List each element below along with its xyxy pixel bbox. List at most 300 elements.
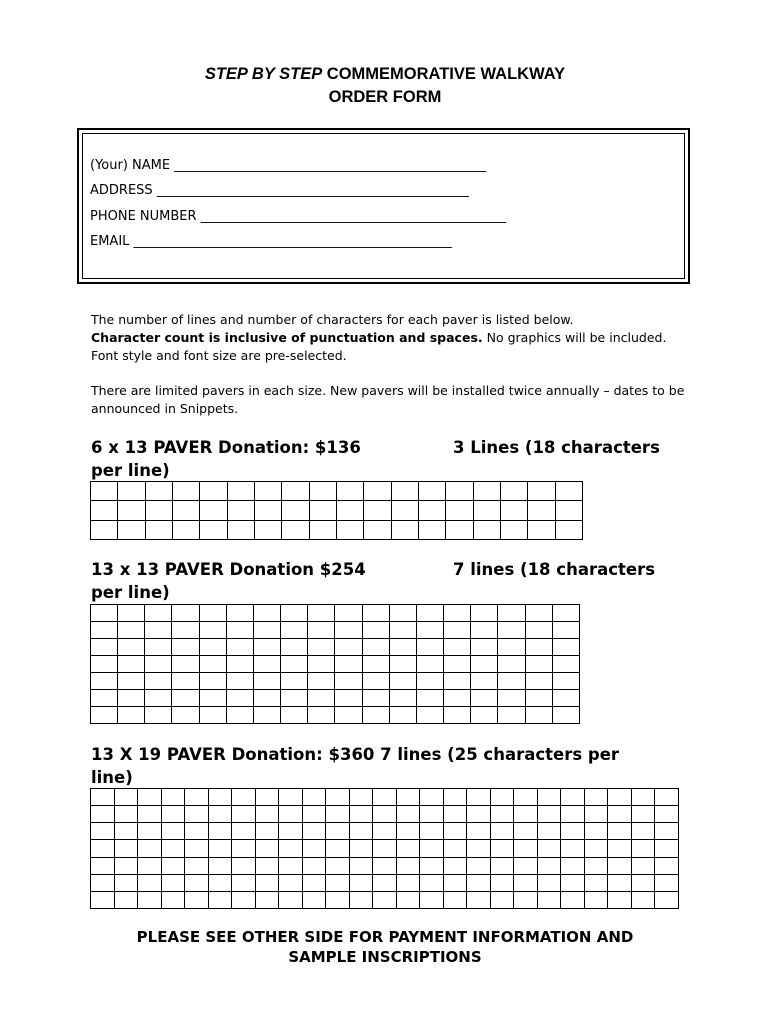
- char-cell[interactable]: [416, 639, 443, 656]
- char-cell[interactable]: [227, 520, 254, 539]
- char-cell[interactable]: [514, 891, 538, 908]
- char-cell[interactable]: [396, 840, 420, 857]
- char-cell[interactable]: [584, 891, 608, 908]
- char-cell[interactable]: [114, 891, 138, 908]
- char-cell[interactable]: [172, 690, 199, 707]
- char-cell[interactable]: [528, 520, 555, 539]
- char-cell[interactable]: [362, 622, 389, 639]
- char-cell[interactable]: [145, 690, 172, 707]
- char-cell[interactable]: [418, 520, 445, 539]
- char-cell[interactable]: [91, 673, 118, 690]
- char-cell[interactable]: [391, 520, 418, 539]
- char-cell[interactable]: [561, 789, 585, 806]
- char-cell[interactable]: [335, 673, 362, 690]
- char-cell[interactable]: [396, 789, 420, 806]
- char-cell[interactable]: [91, 874, 115, 891]
- char-cell[interactable]: [91, 806, 115, 823]
- char-cell[interactable]: [498, 605, 525, 622]
- char-cell[interactable]: [114, 806, 138, 823]
- char-cell[interactable]: [336, 482, 363, 501]
- char-cell[interactable]: [490, 874, 514, 891]
- char-cell[interactable]: [416, 656, 443, 673]
- char-cell[interactable]: [416, 605, 443, 622]
- char-cell[interactable]: [281, 673, 308, 690]
- char-cell[interactable]: [172, 639, 199, 656]
- char-cell[interactable]: [281, 707, 308, 724]
- char-cell[interactable]: [208, 857, 232, 874]
- char-cell[interactable]: [584, 874, 608, 891]
- char-cell[interactable]: [199, 622, 226, 639]
- char-cell[interactable]: [172, 622, 199, 639]
- char-cell[interactable]: [308, 622, 335, 639]
- char-cell[interactable]: [389, 707, 416, 724]
- char-cell[interactable]: [446, 501, 473, 520]
- char-cell[interactable]: [208, 789, 232, 806]
- char-cell[interactable]: [528, 501, 555, 520]
- char-cell[interactable]: [420, 891, 444, 908]
- char-cell[interactable]: [525, 639, 552, 656]
- char-cell[interactable]: [309, 482, 336, 501]
- char-cell[interactable]: [555, 482, 582, 501]
- char-cell[interactable]: [138, 823, 162, 840]
- char-cell[interactable]: [172, 673, 199, 690]
- char-cell[interactable]: [208, 840, 232, 857]
- char-cell[interactable]: [308, 656, 335, 673]
- char-cell[interactable]: [336, 520, 363, 539]
- char-cell[interactable]: [281, 690, 308, 707]
- char-cell[interactable]: [561, 840, 585, 857]
- char-cell[interactable]: [490, 840, 514, 857]
- char-cell[interactable]: [91, 707, 118, 724]
- char-cell[interactable]: [561, 823, 585, 840]
- char-cell[interactable]: [514, 789, 538, 806]
- char-cell[interactable]: [336, 501, 363, 520]
- char-cell[interactable]: [537, 789, 561, 806]
- char-cell[interactable]: [498, 690, 525, 707]
- char-cell[interactable]: [208, 874, 232, 891]
- char-cell[interactable]: [471, 690, 498, 707]
- char-cell[interactable]: [396, 823, 420, 840]
- char-cell[interactable]: [443, 806, 467, 823]
- char-cell[interactable]: [302, 840, 326, 857]
- char-cell[interactable]: [467, 789, 491, 806]
- char-cell[interactable]: [584, 857, 608, 874]
- char-cell[interactable]: [226, 622, 253, 639]
- char-cell[interactable]: [471, 673, 498, 690]
- char-cell[interactable]: [232, 823, 256, 840]
- paver-13x19-grid[interactable]: [90, 788, 679, 909]
- char-cell[interactable]: [114, 874, 138, 891]
- char-cell[interactable]: [118, 501, 145, 520]
- char-cell[interactable]: [444, 707, 471, 724]
- char-cell[interactable]: [309, 520, 336, 539]
- char-cell[interactable]: [608, 840, 632, 857]
- char-cell[interactable]: [226, 690, 253, 707]
- char-cell[interactable]: [444, 605, 471, 622]
- char-cell[interactable]: [282, 482, 309, 501]
- char-cell[interactable]: [279, 840, 303, 857]
- char-cell[interactable]: [443, 857, 467, 874]
- char-cell[interactable]: [279, 857, 303, 874]
- char-cell[interactable]: [255, 874, 279, 891]
- char-cell[interactable]: [500, 501, 527, 520]
- char-cell[interactable]: [145, 520, 172, 539]
- char-cell[interactable]: [253, 639, 280, 656]
- char-cell[interactable]: [349, 874, 373, 891]
- char-cell[interactable]: [446, 520, 473, 539]
- char-cell[interactable]: [253, 673, 280, 690]
- char-cell[interactable]: [253, 707, 280, 724]
- char-cell[interactable]: [373, 874, 397, 891]
- char-cell[interactable]: [161, 840, 185, 857]
- char-cell[interactable]: [200, 482, 227, 501]
- char-cell[interactable]: [138, 806, 162, 823]
- char-cell[interactable]: [91, 789, 115, 806]
- char-cell[interactable]: [308, 605, 335, 622]
- char-cell[interactable]: [232, 840, 256, 857]
- char-cell[interactable]: [145, 482, 172, 501]
- char-cell[interactable]: [138, 840, 162, 857]
- char-cell[interactable]: [631, 840, 655, 857]
- char-cell[interactable]: [389, 673, 416, 690]
- char-cell[interactable]: [253, 622, 280, 639]
- email-blank[interactable]: _________________________________________________: [133, 234, 453, 249]
- char-cell[interactable]: [326, 891, 350, 908]
- char-cell[interactable]: [498, 673, 525, 690]
- char-cell[interactable]: [232, 891, 256, 908]
- char-cell[interactable]: [446, 482, 473, 501]
- char-cell[interactable]: [467, 891, 491, 908]
- char-cell[interactable]: [655, 806, 679, 823]
- char-cell[interactable]: [467, 857, 491, 874]
- char-cell[interactable]: [282, 520, 309, 539]
- char-cell[interactable]: [335, 656, 362, 673]
- char-cell[interactable]: [525, 673, 552, 690]
- char-cell[interactable]: [279, 789, 303, 806]
- char-cell[interactable]: [232, 806, 256, 823]
- char-cell[interactable]: [91, 605, 118, 622]
- char-cell[interactable]: [471, 707, 498, 724]
- char-cell[interactable]: [200, 520, 227, 539]
- char-cell[interactable]: [525, 622, 552, 639]
- char-cell[interactable]: [389, 605, 416, 622]
- char-cell[interactable]: [185, 840, 209, 857]
- char-cell[interactable]: [631, 806, 655, 823]
- char-cell[interactable]: [91, 501, 118, 520]
- char-cell[interactable]: [473, 482, 500, 501]
- char-cell[interactable]: [420, 823, 444, 840]
- char-cell[interactable]: [362, 673, 389, 690]
- char-cell[interactable]: [255, 806, 279, 823]
- char-cell[interactable]: [185, 823, 209, 840]
- char-cell[interactable]: [396, 891, 420, 908]
- char-cell[interactable]: [279, 806, 303, 823]
- char-cell[interactable]: [349, 891, 373, 908]
- char-cell[interactable]: [138, 857, 162, 874]
- char-cell[interactable]: [490, 823, 514, 840]
- char-cell[interactable]: [114, 857, 138, 874]
- char-cell[interactable]: [349, 823, 373, 840]
- char-cell[interactable]: [552, 690, 579, 707]
- char-cell[interactable]: [226, 639, 253, 656]
- char-cell[interactable]: [302, 891, 326, 908]
- char-cell[interactable]: [302, 789, 326, 806]
- char-cell[interactable]: [608, 806, 632, 823]
- char-cell[interactable]: [362, 605, 389, 622]
- char-cell[interactable]: [608, 891, 632, 908]
- char-cell[interactable]: [232, 857, 256, 874]
- char-cell[interactable]: [514, 806, 538, 823]
- char-cell[interactable]: [199, 639, 226, 656]
- char-cell[interactable]: [537, 823, 561, 840]
- char-cell[interactable]: [631, 891, 655, 908]
- char-cell[interactable]: [561, 857, 585, 874]
- char-cell[interactable]: [584, 806, 608, 823]
- char-cell[interactable]: [118, 690, 145, 707]
- char-cell[interactable]: [145, 707, 172, 724]
- char-cell[interactable]: [145, 673, 172, 690]
- char-cell[interactable]: [655, 857, 679, 874]
- char-cell[interactable]: [145, 656, 172, 673]
- char-cell[interactable]: [391, 482, 418, 501]
- char-cell[interactable]: [396, 857, 420, 874]
- char-cell[interactable]: [118, 673, 145, 690]
- char-cell[interactable]: [561, 874, 585, 891]
- char-cell[interactable]: [114, 823, 138, 840]
- char-cell[interactable]: [308, 707, 335, 724]
- char-cell[interactable]: [172, 501, 199, 520]
- char-cell[interactable]: [631, 823, 655, 840]
- char-cell[interactable]: [253, 605, 280, 622]
- char-cell[interactable]: [467, 874, 491, 891]
- char-cell[interactable]: [199, 605, 226, 622]
- char-cell[interactable]: [208, 806, 232, 823]
- char-cell[interactable]: [443, 874, 467, 891]
- char-cell[interactable]: [537, 891, 561, 908]
- char-cell[interactable]: [608, 874, 632, 891]
- char-cell[interactable]: [500, 520, 527, 539]
- phone-blank[interactable]: _______________________________________________: [200, 209, 507, 224]
- char-cell[interactable]: [255, 891, 279, 908]
- char-cell[interactable]: [308, 690, 335, 707]
- name-blank[interactable]: ________________________________________________: [174, 158, 487, 173]
- char-cell[interactable]: [498, 639, 525, 656]
- char-cell[interactable]: [373, 857, 397, 874]
- char-cell[interactable]: [608, 857, 632, 874]
- char-cell[interactable]: [389, 622, 416, 639]
- char-cell[interactable]: [655, 823, 679, 840]
- char-cell[interactable]: [444, 656, 471, 673]
- char-cell[interactable]: [208, 891, 232, 908]
- char-cell[interactable]: [281, 622, 308, 639]
- char-cell[interactable]: [91, 823, 115, 840]
- char-cell[interactable]: [335, 605, 362, 622]
- char-cell[interactable]: [91, 891, 115, 908]
- char-cell[interactable]: [91, 857, 115, 874]
- char-cell[interactable]: [308, 639, 335, 656]
- char-cell[interactable]: [396, 806, 420, 823]
- char-cell[interactable]: [255, 840, 279, 857]
- char-cell[interactable]: [443, 823, 467, 840]
- char-cell[interactable]: [208, 823, 232, 840]
- char-cell[interactable]: [200, 501, 227, 520]
- char-cell[interactable]: [91, 520, 118, 539]
- char-cell[interactable]: [444, 639, 471, 656]
- char-cell[interactable]: [326, 789, 350, 806]
- char-cell[interactable]: [302, 857, 326, 874]
- char-cell[interactable]: [373, 789, 397, 806]
- address-blank[interactable]: ________________________________________________: [156, 183, 469, 198]
- char-cell[interactable]: [561, 806, 585, 823]
- char-cell[interactable]: [443, 789, 467, 806]
- char-cell[interactable]: [114, 789, 138, 806]
- char-cell[interactable]: [389, 690, 416, 707]
- char-cell[interactable]: [199, 690, 226, 707]
- char-cell[interactable]: [145, 501, 172, 520]
- char-cell[interactable]: [490, 806, 514, 823]
- char-cell[interactable]: [326, 840, 350, 857]
- char-cell[interactable]: [254, 482, 281, 501]
- char-cell[interactable]: [255, 789, 279, 806]
- char-cell[interactable]: [362, 707, 389, 724]
- char-cell[interactable]: [185, 891, 209, 908]
- char-cell[interactable]: [416, 707, 443, 724]
- char-cell[interactable]: [473, 520, 500, 539]
- char-cell[interactable]: [335, 690, 362, 707]
- char-cell[interactable]: [514, 857, 538, 874]
- char-cell[interactable]: [391, 501, 418, 520]
- char-cell[interactable]: [555, 520, 582, 539]
- char-cell[interactable]: [326, 806, 350, 823]
- char-cell[interactable]: [362, 639, 389, 656]
- char-cell[interactable]: [227, 501, 254, 520]
- char-cell[interactable]: [302, 823, 326, 840]
- char-cell[interactable]: [118, 482, 145, 501]
- char-cell[interactable]: [444, 690, 471, 707]
- char-cell[interactable]: [396, 874, 420, 891]
- char-cell[interactable]: [138, 789, 162, 806]
- char-cell[interactable]: [172, 605, 199, 622]
- char-cell[interactable]: [655, 874, 679, 891]
- char-cell[interactable]: [498, 707, 525, 724]
- char-cell[interactable]: [525, 656, 552, 673]
- paver-13x13-grid[interactable]: [90, 604, 580, 724]
- char-cell[interactable]: [608, 789, 632, 806]
- char-cell[interactable]: [145, 622, 172, 639]
- char-cell[interactable]: [608, 823, 632, 840]
- char-cell[interactable]: [473, 501, 500, 520]
- char-cell[interactable]: [161, 874, 185, 891]
- char-cell[interactable]: [227, 482, 254, 501]
- char-cell[interactable]: [471, 639, 498, 656]
- char-cell[interactable]: [172, 707, 199, 724]
- char-cell[interactable]: [537, 806, 561, 823]
- char-cell[interactable]: [471, 622, 498, 639]
- char-cell[interactable]: [91, 482, 118, 501]
- char-cell[interactable]: [326, 823, 350, 840]
- char-cell[interactable]: [552, 639, 579, 656]
- char-cell[interactable]: [232, 789, 256, 806]
- char-cell[interactable]: [281, 656, 308, 673]
- char-cell[interactable]: [362, 656, 389, 673]
- char-cell[interactable]: [118, 639, 145, 656]
- char-cell[interactable]: [373, 891, 397, 908]
- char-cell[interactable]: [364, 482, 391, 501]
- char-cell[interactable]: [281, 605, 308, 622]
- char-cell[interactable]: [199, 656, 226, 673]
- char-cell[interactable]: [138, 874, 162, 891]
- char-cell[interactable]: [525, 707, 552, 724]
- char-cell[interactable]: [584, 840, 608, 857]
- char-cell[interactable]: [279, 874, 303, 891]
- char-cell[interactable]: [444, 673, 471, 690]
- char-cell[interactable]: [138, 891, 162, 908]
- char-cell[interactable]: [655, 840, 679, 857]
- char-cell[interactable]: [514, 840, 538, 857]
- char-cell[interactable]: [373, 823, 397, 840]
- char-cell[interactable]: [416, 622, 443, 639]
- char-cell[interactable]: [584, 823, 608, 840]
- char-cell[interactable]: [631, 857, 655, 874]
- char-cell[interactable]: [389, 656, 416, 673]
- char-cell[interactable]: [255, 823, 279, 840]
- char-cell[interactable]: [145, 605, 172, 622]
- char-cell[interactable]: [114, 840, 138, 857]
- char-cell[interactable]: [335, 707, 362, 724]
- char-cell[interactable]: [364, 501, 391, 520]
- char-cell[interactable]: [584, 789, 608, 806]
- char-cell[interactable]: [172, 520, 199, 539]
- char-cell[interactable]: [561, 891, 585, 908]
- char-cell[interactable]: [537, 874, 561, 891]
- char-cell[interactable]: [279, 823, 303, 840]
- paver-6x13-grid[interactable]: [90, 481, 583, 540]
- char-cell[interactable]: [467, 806, 491, 823]
- char-cell[interactable]: [185, 806, 209, 823]
- char-cell[interactable]: [364, 520, 391, 539]
- char-cell[interactable]: [525, 605, 552, 622]
- char-cell[interactable]: [498, 622, 525, 639]
- char-cell[interactable]: [226, 673, 253, 690]
- char-cell[interactable]: [471, 605, 498, 622]
- char-cell[interactable]: [118, 707, 145, 724]
- char-cell[interactable]: [161, 891, 185, 908]
- char-cell[interactable]: [514, 823, 538, 840]
- char-cell[interactable]: [185, 874, 209, 891]
- char-cell[interactable]: [302, 874, 326, 891]
- char-cell[interactable]: [416, 673, 443, 690]
- char-cell[interactable]: [91, 690, 118, 707]
- char-cell[interactable]: [254, 501, 281, 520]
- char-cell[interactable]: [552, 622, 579, 639]
- char-cell[interactable]: [467, 840, 491, 857]
- char-cell[interactable]: [500, 482, 527, 501]
- char-cell[interactable]: [281, 639, 308, 656]
- char-cell[interactable]: [302, 806, 326, 823]
- phone-field[interactable]: [90, 209, 506, 225]
- char-cell[interactable]: [145, 639, 172, 656]
- char-cell[interactable]: [631, 874, 655, 891]
- char-cell[interactable]: [253, 656, 280, 673]
- char-cell[interactable]: [335, 622, 362, 639]
- char-cell[interactable]: [91, 622, 118, 639]
- address-field[interactable]: [90, 183, 469, 199]
- char-cell[interactable]: [118, 520, 145, 539]
- char-cell[interactable]: [199, 673, 226, 690]
- char-cell[interactable]: [308, 673, 335, 690]
- char-cell[interactable]: [552, 605, 579, 622]
- char-cell[interactable]: [444, 622, 471, 639]
